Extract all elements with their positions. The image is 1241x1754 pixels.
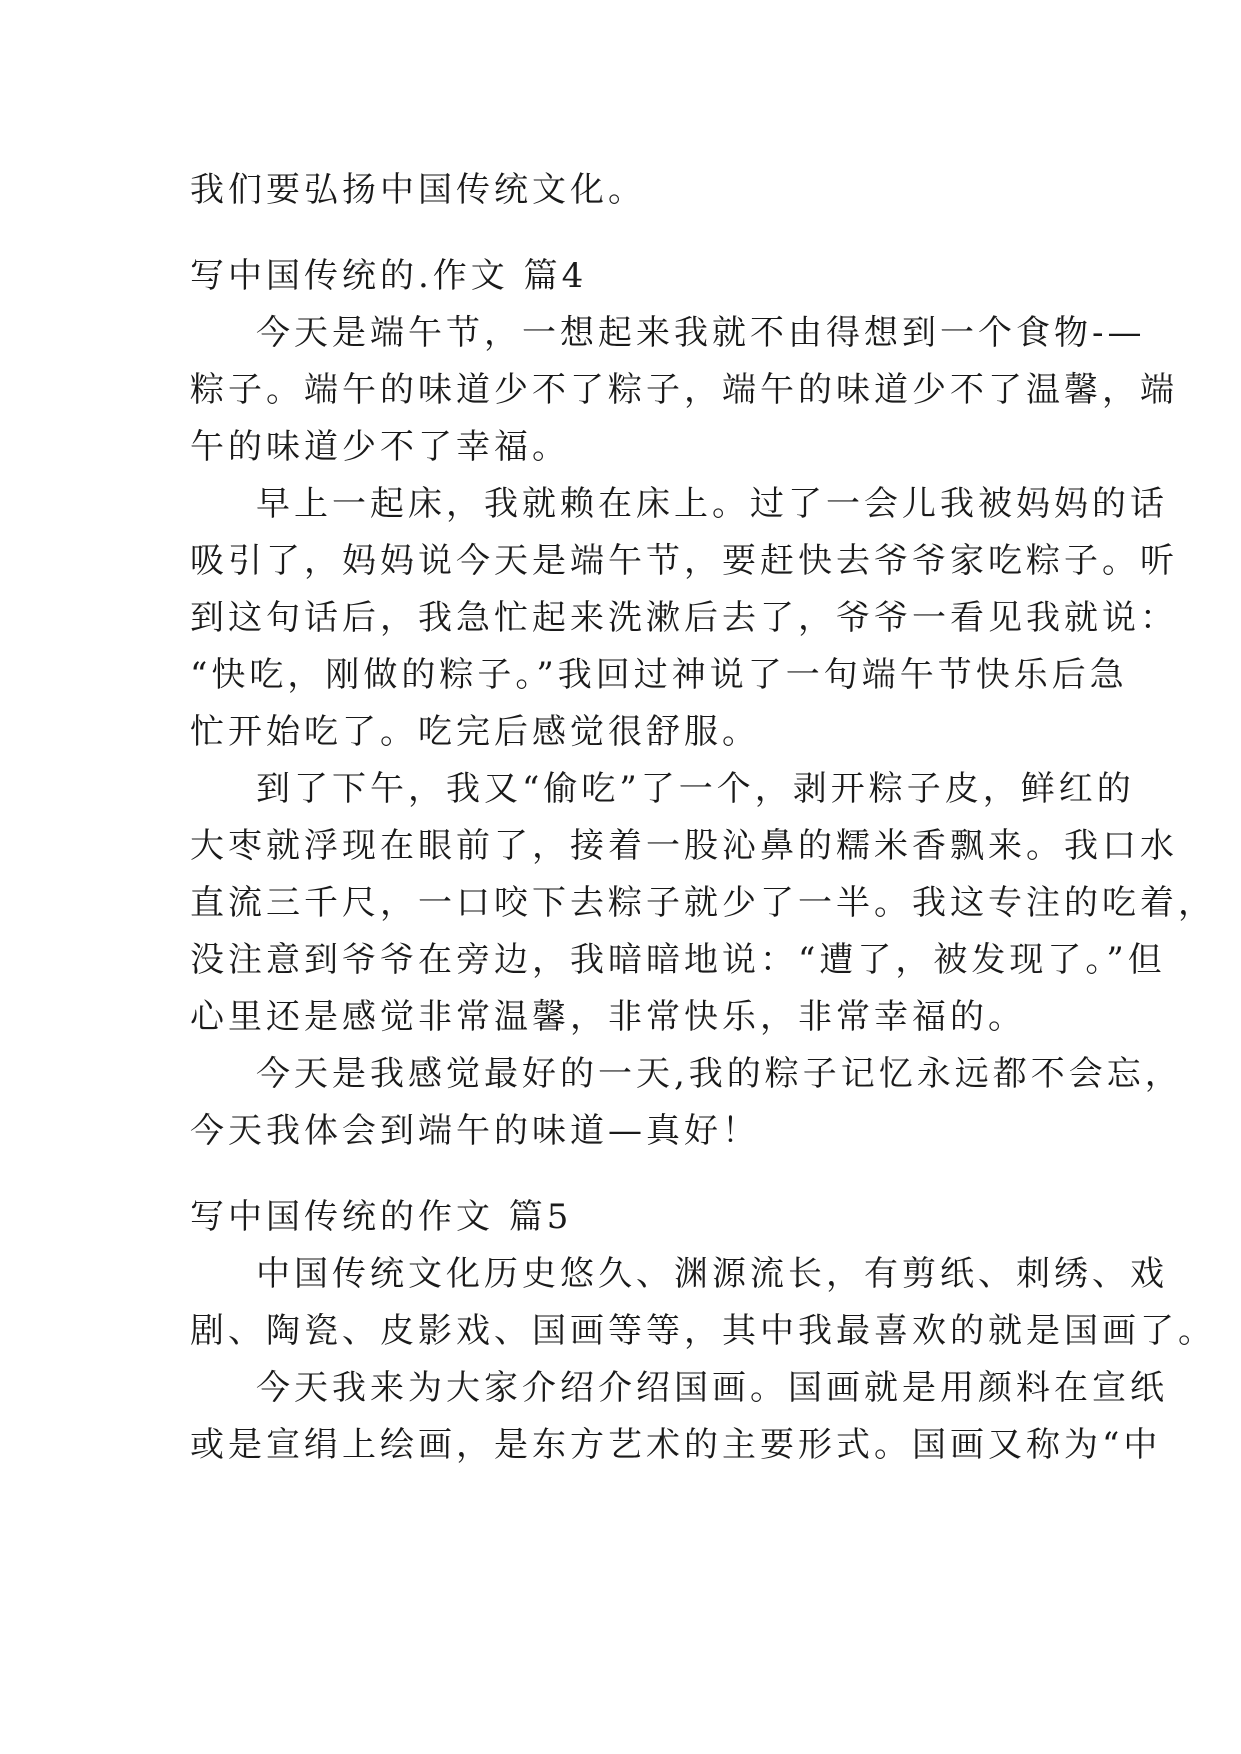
paragraph-line: “快吃，刚做的粽子。”我回过神说了一句端午节快乐后急 — [190, 655, 1128, 695]
paragraph-line: 没注意到爷爷在旁边，我暗暗地说：“遭了，被发现了。”但 — [190, 940, 1166, 980]
paragraph-line: 到了下午，我又“偷吃”了一个，剥开粽子皮，鲜红的 — [256, 769, 1135, 809]
paragraph-line: 忙开始吃了。吃完后感觉很舒服。 — [190, 712, 760, 752]
paragraph-line: 剧、陶瓷、皮影戏、国画等等，其中我最喜欢的就是国画了。 — [190, 1311, 1216, 1351]
paragraph-line: 大枣就浮现在眼前了，接着一股沁鼻的糯米香飘来。我口水 — [190, 826, 1178, 866]
paragraph-line: 今天是我感觉最好的一天,我的粽子记忆永远都不会忘， — [256, 1054, 1183, 1094]
paragraph-line: 直流三千尺，一口咬下去粽子就少了一半。我这专注的吃着， — [190, 883, 1216, 923]
paragraph-line: 早上一起床，我就赖在床上。过了一会儿我被妈妈的话 — [256, 484, 1168, 524]
paragraph-line: 中国传统文化历史悠久、渊源流长，有剪纸、刺绣、戏 — [256, 1254, 1168, 1294]
paragraph-line: 我们要弘扬中国传统文化。 — [190, 170, 646, 210]
paragraph-line: 吸引了，妈妈说今天是端午节，要赶快去爷爷家吃粽子。听 — [190, 541, 1178, 581]
paragraph-line: 粽子。端午的味道少不了粽子，端午的味道少不了温馨，端 — [190, 370, 1178, 410]
paragraph-line: 今天我体会到端午的味道—真好！ — [190, 1111, 760, 1151]
section-heading: 写中国传统的作文 篇5 — [190, 1197, 573, 1237]
paragraph-line: 心里还是感觉非常温馨，非常快乐，非常幸福的。 — [190, 997, 1026, 1037]
paragraph-line: 到这句话后，我急忙起来洗漱后去了，爷爷一看见我就说： — [190, 598, 1178, 638]
paragraph-line: 午的味道少不了幸福。 — [190, 427, 570, 467]
paragraph-line: 今天我来为大家介绍介绍国画。国画就是用颜料在宣纸 — [256, 1368, 1168, 1408]
paragraph-line: 或是宣绢上绘画，是东方艺术的主要形式。国画又称为“中 — [190, 1425, 1162, 1465]
paragraph-line: 今天是端午节，一想起来我就不由得想到一个食物-— — [256, 313, 1146, 353]
section-heading: 写中国传统的.作文 篇4 — [190, 256, 588, 296]
